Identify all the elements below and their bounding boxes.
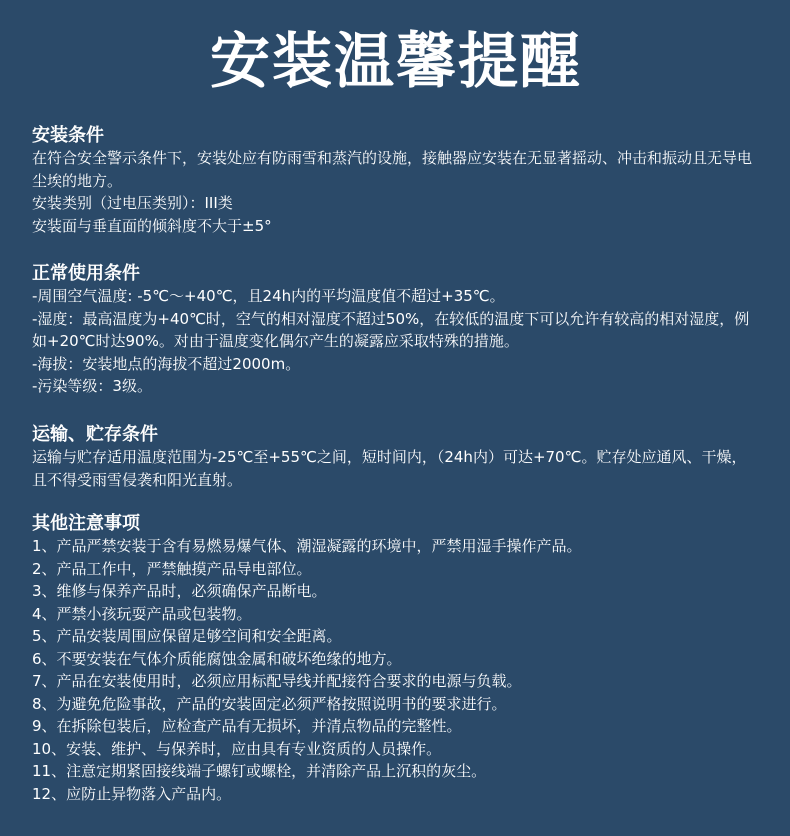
section-text-line: 在符合安全警示条件下，安装处应有防雨雪和蒸汽的设施，接触器应安装在无显著摇动、冲击和振动且无导电尘埃的地方。 <box>32 149 753 190</box>
section-heading: 其他注意事项 <box>32 513 140 534</box>
section-text-line: -海拔：安装地点的海拔不超过2000m。 <box>32 354 301 373</box>
section-heading: 运输、贮存条件 <box>32 424 158 445</box>
precaution-item: 10、安装、维护、与保养时，应由具有专业资质的人员操作。 <box>32 739 442 758</box>
precaution-item: 12、应防止异物落入产品内。 <box>32 784 232 803</box>
section-text-line: -周围空气温度: -5℃～+40℃，且24h内的平均温度值不超过+35℃。 <box>32 287 505 305</box>
section-text-line: -污染等级：3级。 <box>32 377 152 395</box>
precaution-item: 5、产品安装周围应保留足够空间和安全距离。 <box>32 627 342 645</box>
page-title: 安装温馨提醒 <box>210 27 582 97</box>
section-transport-storage-conditions <box>32 424 760 491</box>
precaution-item: 2、产品工作中，严禁触摸产品导电部位。 <box>32 559 312 578</box>
section-text-line: 运输与贮存适用温度范围为-25℃至+55℃之间，短时间内，（24h内）可达+70℃。贮存处应通风、干燥，且不得受雨雪侵袭和阳光直射。 <box>32 448 747 489</box>
precaution-item: 7、产品在安装使用时，必须应用标配导线并配接符合要求的电源与负载。 <box>32 672 522 690</box>
precaution-item: 4、严禁小孩玩耍产品或包装物。 <box>32 604 252 623</box>
section-text-line: 安装面与垂直面的倾斜度不大于±5° <box>32 216 272 235</box>
section-other-precautions <box>32 513 760 805</box>
precaution-item: 1、产品严禁安装于含有易燃易爆气体、潮湿凝露的环境中，严禁用湿手操作产品。 <box>32 537 582 555</box>
precaution-item: 3、维修与保养产品时，必须确保产品断电。 <box>32 582 327 600</box>
precaution-item: 9、在拆除包装后，应检查产品有无损坏，并清点物品的完整性。 <box>32 717 462 735</box>
section-normal-use-conditions <box>32 263 760 398</box>
section-installation-conditions <box>32 125 760 237</box>
section-heading: 安装条件 <box>32 125 104 146</box>
precaution-item: 8、为避免危险事故，产品的安装固定必须严格按照说明书的要求进行。 <box>32 694 507 713</box>
precaution-item: 6、不要安装在气体介质能腐蚀金属和破坏绝缘的地方。 <box>32 649 402 668</box>
section-text-line: -湿度：最高温度为+40℃时，空气的相对湿度不超过50%，在较低的温度下可以允许有较高的相对湿度，例如+20℃时达90%。对由于温度变化偶尔产生的凝露应采取特殊的措施。 <box>32 309 750 350</box>
section-text-line: 安装类别（过电压类别）：III类 <box>32 194 233 212</box>
section-heading: 正常使用条件 <box>32 263 140 284</box>
precaution-item: 11、注意定期紧固接线端子螺钉或螺栓，并清除产品上沉积的灰尘。 <box>32 762 487 780</box>
